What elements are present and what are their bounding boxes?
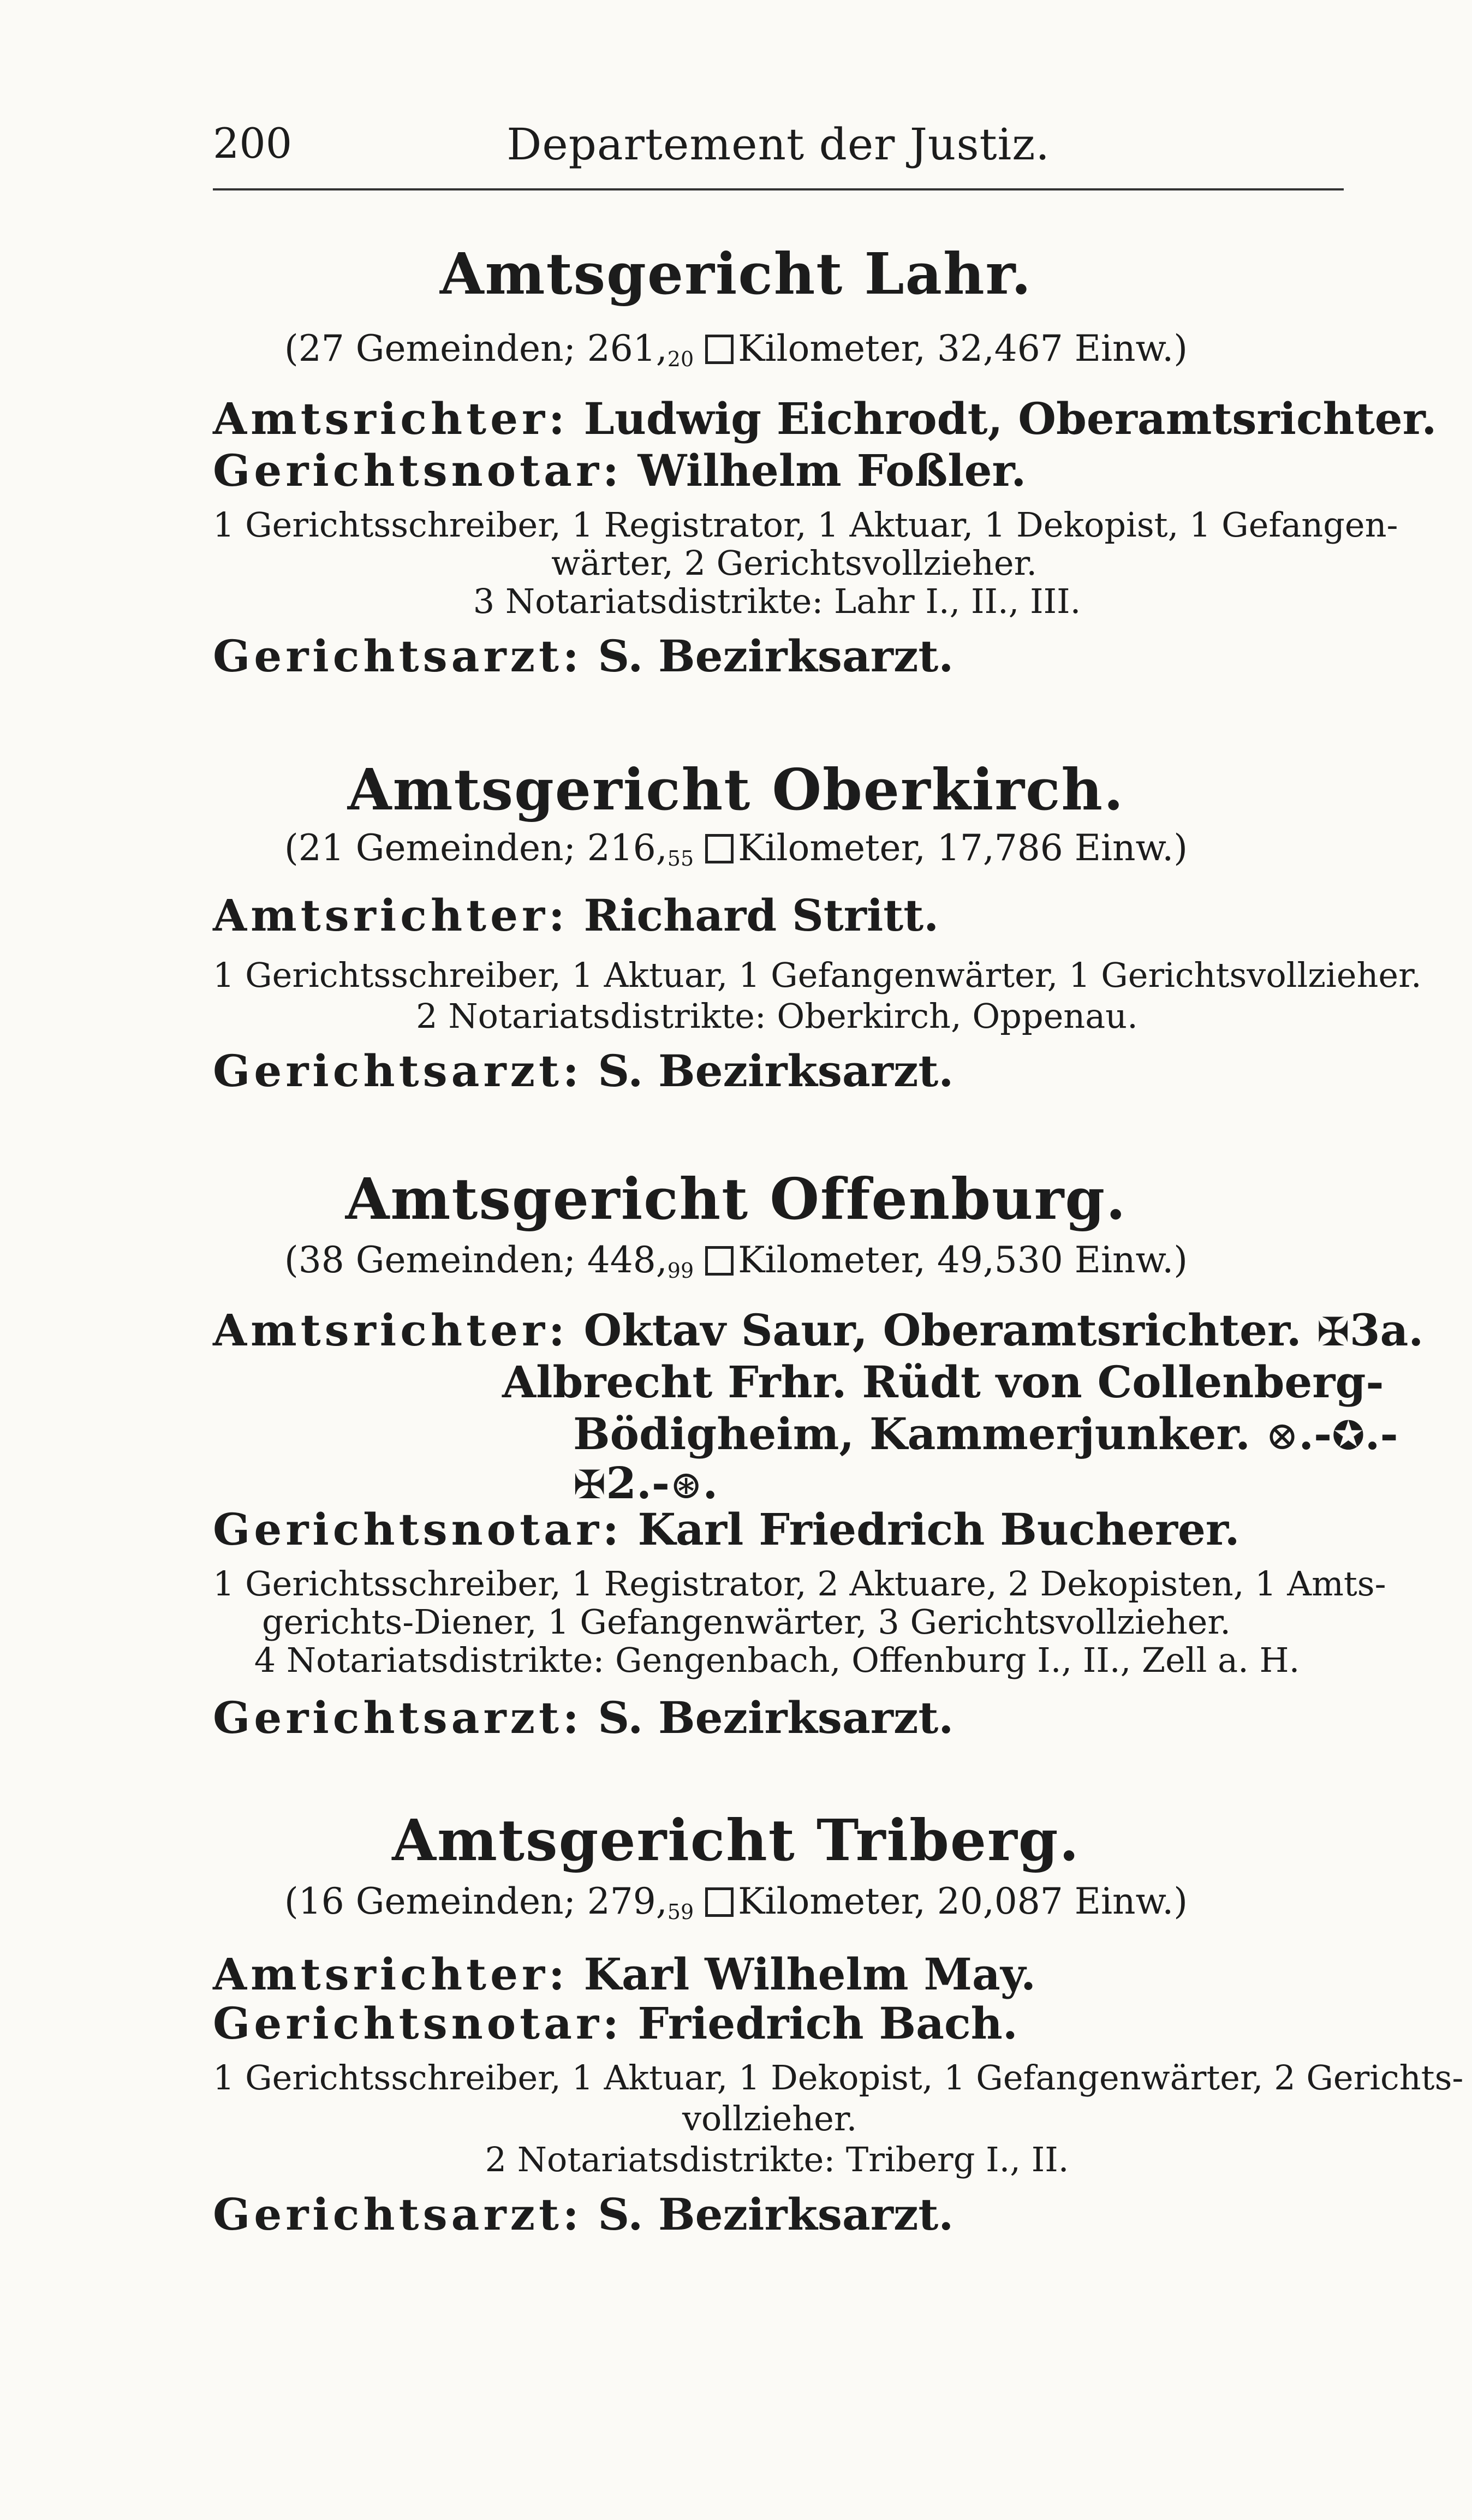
- section-stats-triberg: (16 Gemeinden; $279,_{59}$ Kilometer, 20,087 Einw.): [284, 1880, 1188, 1924]
- order-badge-icon: ✪: [1332, 1413, 1365, 1458]
- notary-line-triberg: Gerichtsnotar: Friedrich Bach.: [213, 1998, 1018, 2049]
- staff-line-lahr-1: 1 Gerichtsschreiber, 1 Registrator, 1 Aktuar, 1 Dekopist, 1 Gefangen-: [213, 505, 1398, 545]
- section-stats-oberkirch: (21 Gemeinden; $216,_{55}$ Kilometer, 17,786 Einw.): [284, 827, 1188, 871]
- staff-line-oberkirch-1: 1 Gerichtsschreiber, 1 Aktuar, 1 Gefangenwärter, 1 Gerichtsvollzieher.: [213, 955, 1422, 995]
- staff-line-offenburg-1: 1 Gerichtsschreiber, 1 Registrator, 2 Aktuare, 2 Dekopisten, 1 Amts-: [213, 1564, 1386, 1604]
- running-header: [213, 109, 1344, 175]
- square-box-icon: [705, 834, 734, 863]
- doctor-line-offenburg: Gerichtsarzt: S. Bezirksarzt.: [213, 1692, 954, 1743]
- staff-line-triberg-1: 1 Gerichtsschreiber, 1 Aktuar, 1 Dekopist, 1 Gefangenwärter, 2 Gerichts-: [213, 2058, 1464, 2098]
- districts-oberkirch: 2 Notariatsdistrikte: Oberkirch, Oppenau.: [416, 996, 1138, 1036]
- doctor-line-triberg: Gerichtsarzt: S. Bezirksarzt.: [213, 2189, 954, 2240]
- medal-icon: ⊛: [670, 1462, 703, 1508]
- judge-line-offenburg: Amtsrichter: Oktav Saur, Oberamtsrichter. ✠3a.: [213, 1304, 1424, 1356]
- section-stats-lahr: (27 Gemeinden; $261,_{20}$ Kilometer, 32,467 Einw.): [284, 327, 1188, 371]
- judge-line-triberg: Amtsrichter: Karl Wilhelm May.: [213, 1949, 1036, 2000]
- staff-line-triberg-2: vollzieher.: [682, 2099, 857, 2138]
- judge2-line-offenburg-2: Bödigheim, Kammerjunker. ⊗.-✪.-: [573, 1408, 1398, 1459]
- staff-line-offenburg-2: gerichts-Diener, 1 Gefangenwärter, 3 Gerichtsvollzieher.: [262, 1602, 1231, 1642]
- section-title-oberkirch: Amtsgericht Oberkirch.: [347, 756, 1125, 823]
- judge-line-oberkirch: Amtsrichter: Richard Stritt.: [213, 890, 939, 941]
- section-stats-offenburg: (38 Gemeinden; $448,_{99}$ Kilometer, 49,530 Einw.): [284, 1239, 1188, 1283]
- staff-line-lahr-2: wärter, 2 Gerichtsvollzieher.: [551, 543, 1038, 583]
- square-box-icon: [705, 1246, 734, 1276]
- notary-line-lahr: Gerichtsnotar: Wilhelm Foßler.: [213, 445, 1027, 496]
- header-rule: [213, 188, 1344, 190]
- order-cross-icon: ✠: [1316, 1309, 1350, 1355]
- page-number: 200: [213, 119, 293, 168]
- judge2-line-offenburg-1: Albrecht Frhr. Rüdt von Collenberg-: [502, 1356, 1384, 1408]
- square-box-icon: [705, 1887, 734, 1917]
- section-title-lahr: Amtsgericht Lahr.: [439, 240, 1033, 307]
- districts-offenburg: 4 Notariatsdistrikte: Gengenbach, Offenburg I., II., Zell a. H.: [254, 1640, 1300, 1680]
- doctor-line-oberkirch: Gerichtsarzt: S. Bezirksarzt.: [213, 1045, 954, 1097]
- doctor-line-lahr: Gerichtsarzt: S. Bezirksarzt.: [213, 630, 954, 682]
- crossed-swords-icon: ⊗: [1265, 1413, 1299, 1458]
- section-title-triberg: Amtsgericht Triberg.: [392, 1807, 1080, 1874]
- districts-lahr: 3 Notariatsdistrikte: Lahr I., II., III.: [473, 581, 1081, 621]
- running-title: Departement der Justiz.: [506, 119, 1050, 170]
- notary-line-offenburg: Gerichtsnotar: Karl Friedrich Bucherer.: [213, 1504, 1240, 1555]
- judge2-line-offenburg-3: ✠2.-⊛.: [573, 1457, 718, 1509]
- districts-triberg: 2 Notariatsdistrikte: Triberg I., II.: [485, 2140, 1069, 2179]
- section-title-offenburg: Amtsgericht Offenburg.: [345, 1165, 1127, 1232]
- square-box-icon: [705, 335, 734, 364]
- judge-line-lahr: Amtsrichter: Ludwig Eichrodt, Oberamtsrichter.: [213, 393, 1437, 444]
- iron-cross-icon: ✠: [573, 1462, 606, 1508]
